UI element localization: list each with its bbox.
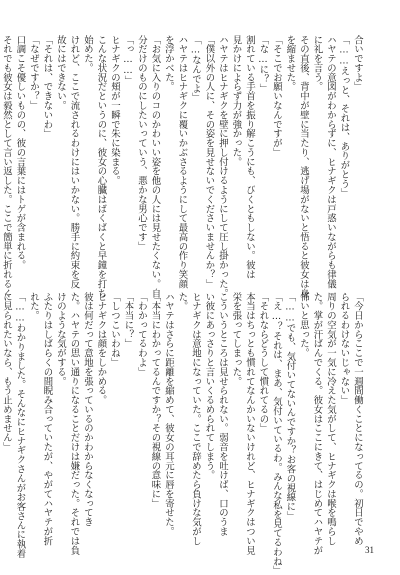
bottom-block-line: た。: [176, 292, 188, 311]
bottom-block-line: けのような気がする。: [55, 292, 66, 386]
top-block-line: 故にはできない。: [55, 35, 66, 111]
bottom-block-line: ハヤテはさらに距離を縮めて、彼女の耳元に唇を寄せた。: [163, 292, 174, 537]
bottom-block-line: ヒナギクは意地になっていた。ここで辞めたら負けな気がし: [190, 292, 201, 546]
bottom-block-line: い彼にあっさりと言いくるめられてしまう。: [203, 292, 215, 480]
bottom-block-line: ふたりはしばらくの間睨み合っていたが、やがてハヤテが折: [41, 292, 53, 546]
top-block-line: 分だけのものにしたいっていう、悪かな男心です」: [136, 35, 147, 251]
top-block-line: ハヤテの意図がわからずに、ヒナギクは戸惑いながらも律儀: [325, 35, 336, 289]
bottom-block-line: れた。: [28, 292, 39, 321]
top-block-line: ハヤテはヒナギクに覆いかぶさるようにして最高の作り笑顔: [176, 35, 188, 289]
top-block-line: 割れている手首を振り解こうにも、びくともしない。彼は: [244, 35, 255, 280]
bottom-block-line: た。掌が汗ばんでくる。彼女はここにきて、はじめてハヤテが: [311, 292, 323, 555]
bottom-block-line: 「……わかりました。そんなにヒナギクさんがお客さんに執着: [14, 292, 26, 559]
top-block-line: 「そこでお願いなんですが」: [271, 35, 282, 158]
bottom-block-line: 彼は何だって意地を張っているのかわからなくなってき: [82, 292, 93, 527]
bottom-block-line: た。ハヤテの思い通りになることだけは嫌だった。それでは負: [68, 292, 80, 555]
top-block-line: こんな状況だというのに、彼女の心臓はばくばくと早鐘を打ち: [95, 35, 107, 298]
top-block-line: に礼を言う。: [311, 35, 323, 92]
bottom-block-line: 「しつこいわね」: [109, 292, 120, 368]
bottom-block-line: 「本当に？」: [122, 292, 134, 349]
bottom-block-line: に見られたいなら、もう止めません」: [1, 292, 12, 452]
bottom-block-line: 周りの空気が一気に冷えた気がして、ヒナギクは喉を鳴らし: [325, 292, 336, 546]
bottom-block-line: 「……でも、気付いてないんですか？お客の視線に」: [284, 292, 296, 521]
top-block-line: ハヤテはヒナギクを壁に押し付けるようにして圧し掛かった。: [217, 35, 228, 298]
page-number: 31: [365, 545, 374, 555]
top-block-line: 「…なんでよ」: [190, 35, 201, 103]
top-block-line: ヒナギクの頬が一瞬で朱に染まる。: [109, 35, 120, 186]
top-block-line: その直後、背中が壁に当たり、逃げ場がないと悟ると彼女は身: [298, 35, 309, 298]
top-block-line: を浮かべた。: [163, 35, 174, 92]
bottom-block-line: 栄を張ってしまった。: [230, 292, 242, 386]
bottom-block-line: 「わかってるわよ」: [136, 292, 147, 377]
top-block-line: を縮ませた。: [284, 35, 296, 92]
text-block-top: [1, 35, 364, 298]
top-block-line: 「お気に入りのコのかわいい姿を他の人には見せたくない。自: [149, 35, 161, 298]
bottom-block-line: 「それならどうして慣れてるの」: [257, 292, 269, 433]
bottom-block-line: こういうところは見せられない。弱音を吐けば、口のうま: [217, 292, 228, 537]
top-block-line: 「っ……」: [122, 35, 134, 86]
top-block-line: 「……えっと、それは、ありがとう」: [338, 35, 350, 198]
top-block-line: 「僕以外の人に、その姿を見せないでくださいませんか？」: [203, 35, 215, 289]
top-block-line: 口調こそ優しいものの、彼の言葉にはトゲが含まれる。: [14, 35, 26, 270]
bottom-block-line: 「え…？それは、まあ、気付いているわ。みんな私を見てるわね」: [271, 292, 282, 575]
top-block-line: それでも彼女は毅然として言い返した。ここで簡単に折れるく: [1, 35, 12, 298]
top-block-line: 「な…に？」: [257, 35, 269, 93]
bottom-block-line: 「本当にわかってるんですか？その視線の意味に」: [149, 292, 161, 508]
bottom-block-line: 怖いと思った。: [298, 292, 309, 358]
top-block-line: 「それは、できないわ」: [41, 35, 53, 139]
top-block-line: けれど、ここで流されるわけにはいかない。勝手に約束を反: [68, 35, 80, 289]
top-block-line: 「なぜですか？」: [28, 35, 39, 111]
top-block-line: 合いですよ」: [352, 35, 363, 92]
top-block-line: 見かけによらず力が強かった。: [230, 35, 242, 167]
text-block-bottom: [1, 292, 364, 575]
bottom-block-line: られるわけないじゃない」: [338, 292, 350, 405]
top-block-line: 始めた。: [82, 35, 93, 73]
bottom-block-line: 「今日からここで一週間働くことになってるの。初日でやめ: [352, 292, 363, 546]
bottom-block-line: ヒナギクは顔をしかめる。: [95, 292, 107, 405]
bottom-block-line: 本当はちっとも慣れてなんかいないけれど、ヒナギクはつい見: [244, 292, 255, 555]
